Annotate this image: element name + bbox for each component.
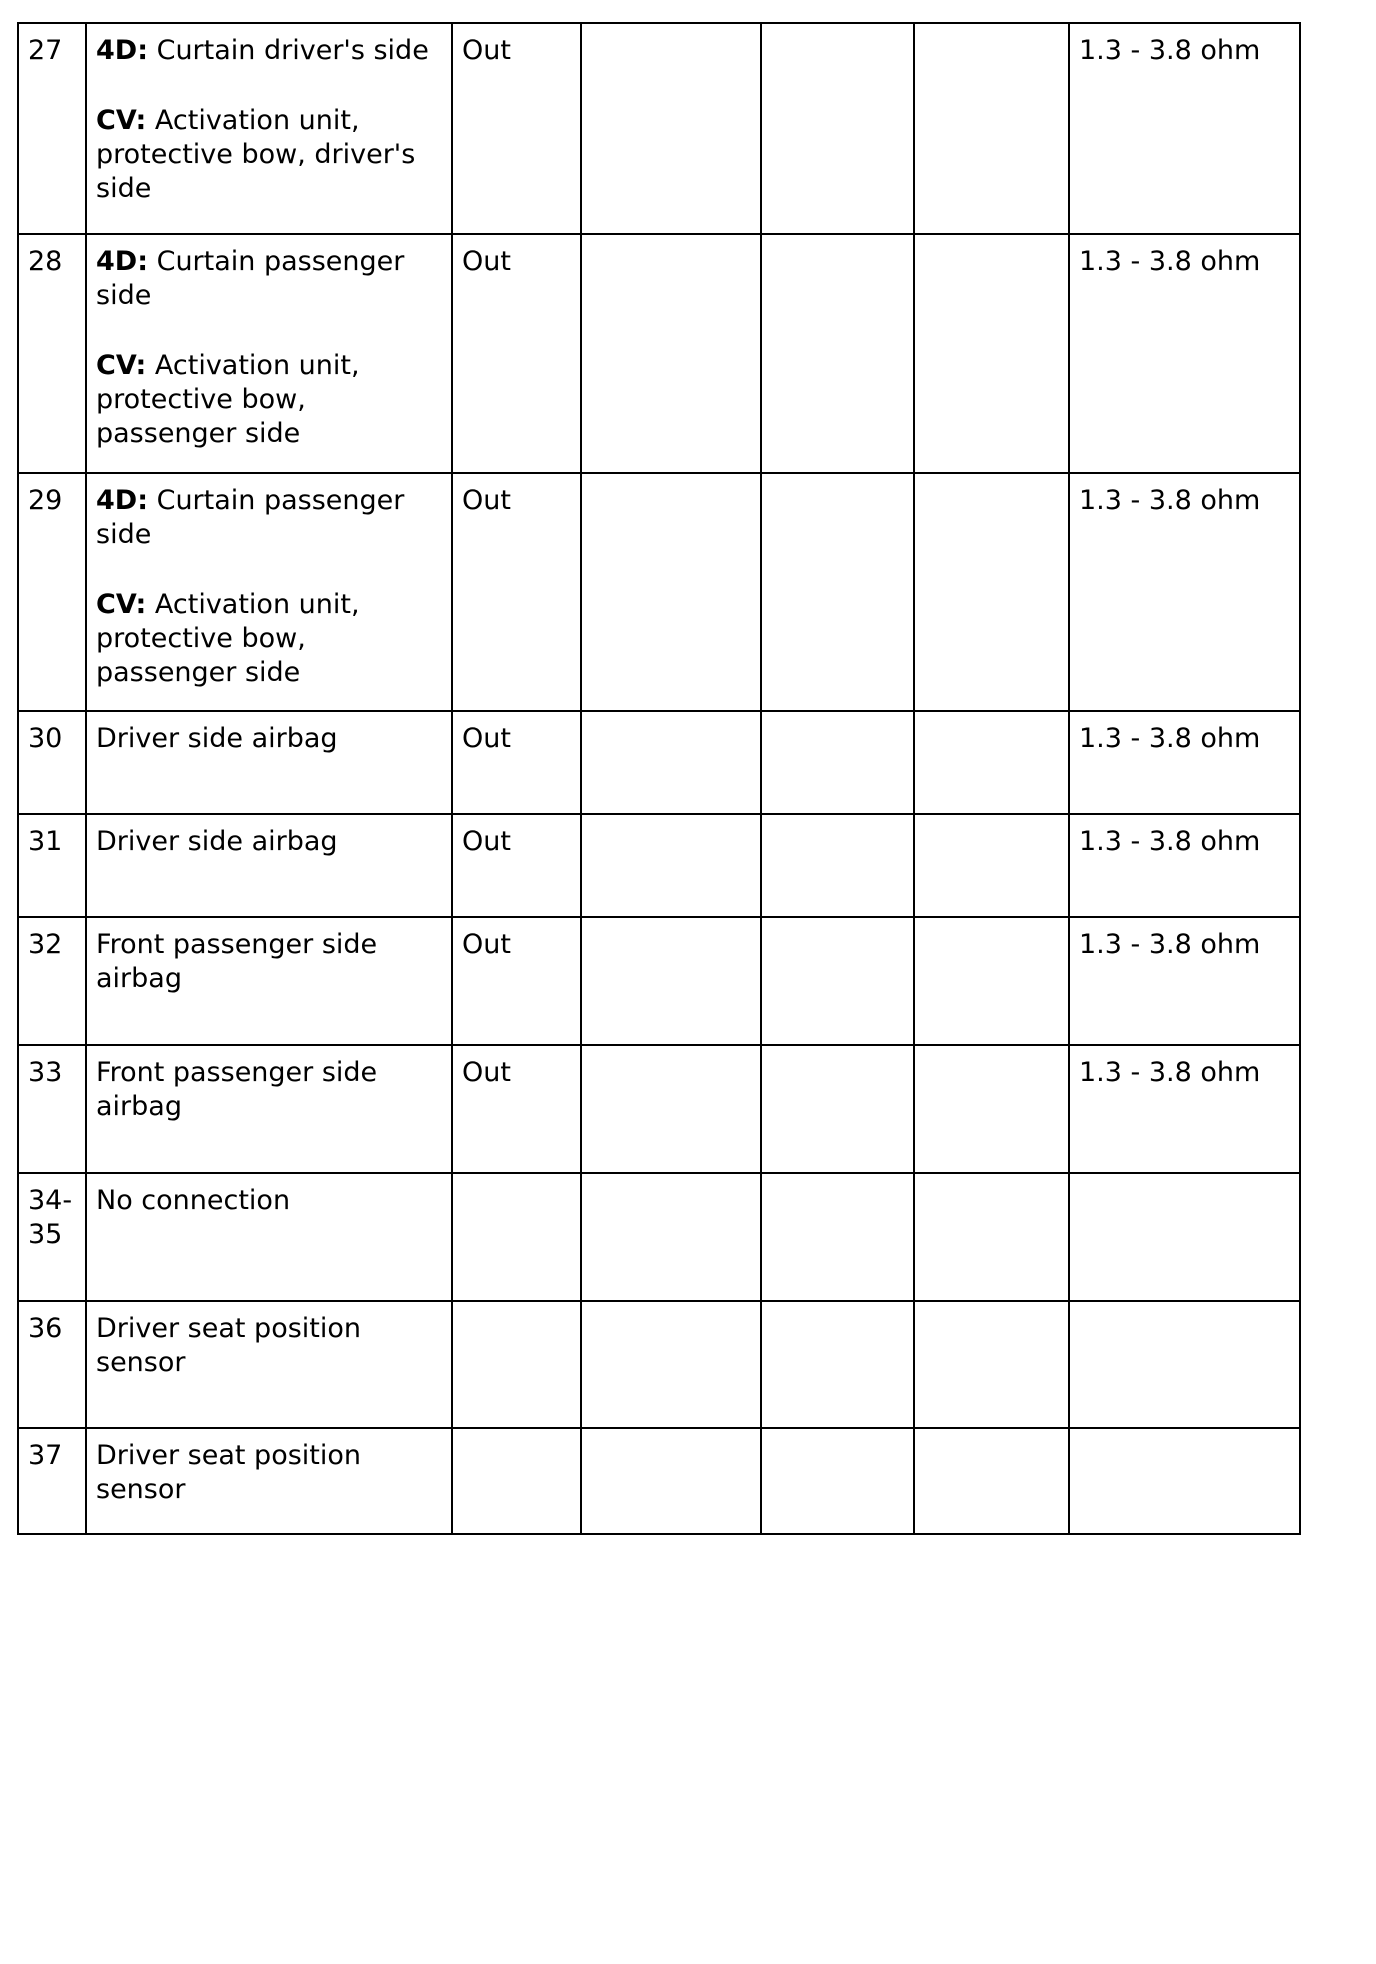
table-row: [18, 234, 1300, 473]
pin-number-cell: [18, 1301, 86, 1428]
table-row: [18, 814, 1300, 917]
description-line: [96, 34, 443, 68]
pin-number: 36: [28, 1313, 63, 1344]
description-line: [96, 1312, 443, 1380]
resistance-value: 1.3 - 3.8 ohm: [1079, 485, 1261, 516]
resistance-cell: [1069, 1428, 1300, 1534]
empty-cell: [761, 1173, 914, 1301]
table-row: [18, 473, 1300, 711]
resistance-cell: [1069, 23, 1300, 234]
resistance-value: 1.3 - 3.8 ohm: [1079, 826, 1261, 857]
resistance-cell: [1069, 1045, 1300, 1173]
resistance-cell: [1069, 814, 1300, 917]
direction-cell: [452, 234, 581, 473]
pin-number-cell: [18, 711, 86, 814]
pin-number-cell: [18, 1045, 86, 1173]
description-line: [96, 349, 443, 451]
empty-cell: [581, 917, 761, 1045]
description-line: [96, 928, 443, 996]
direction-cell: [452, 1045, 581, 1173]
description-text: Activation unit, protective bow, passenger side: [96, 350, 360, 449]
description-cell: [86, 23, 452, 234]
description-text: Driver side airbag: [96, 723, 338, 754]
variant-prefix: CV:: [96, 105, 147, 136]
pin-number: 33: [28, 1057, 63, 1088]
empty-cell: [914, 23, 1069, 234]
direction: Out: [462, 826, 511, 857]
pin-number-cell: [18, 917, 86, 1045]
description-line: [96, 722, 443, 756]
pin-number-cell: [18, 234, 86, 473]
description-cell: [86, 1045, 452, 1173]
pin-number-cell: [18, 1173, 86, 1301]
direction-cell: [452, 917, 581, 1045]
pin-number: 31: [28, 826, 63, 857]
pin-number-cell: [18, 1428, 86, 1534]
pin-number: 37: [28, 1440, 63, 1471]
direction: Out: [462, 1057, 511, 1088]
table-row: [18, 23, 1300, 234]
variant-prefix: 4D:: [96, 485, 148, 516]
description-text: No connection: [96, 1185, 291, 1216]
description-cell: [86, 814, 452, 917]
pin-table-body: [18, 23, 1300, 1534]
description-line: [96, 1056, 443, 1124]
empty-cell: [581, 473, 761, 711]
description-line: [96, 588, 443, 690]
pin-number: 34- 35: [28, 1185, 73, 1250]
empty-cell: [761, 917, 914, 1045]
empty-cell: [761, 1045, 914, 1173]
pin-table: [17, 22, 1301, 1535]
direction-cell: [452, 1301, 581, 1428]
table-row: [18, 711, 1300, 814]
pin-number-cell: [18, 814, 86, 917]
empty-cell: [914, 1301, 1069, 1428]
empty-cell: [581, 234, 761, 473]
empty-cell: [581, 1173, 761, 1301]
description-text: Front passenger side airbag: [96, 929, 378, 994]
empty-cell: [914, 234, 1069, 473]
description-text: Front passenger side airbag: [96, 1057, 378, 1122]
direction-cell: [452, 1428, 581, 1534]
empty-cell: [761, 1301, 914, 1428]
resistance-cell: [1069, 473, 1300, 711]
empty-cell: [581, 711, 761, 814]
description-cell: [86, 1428, 452, 1534]
empty-cell: [914, 814, 1069, 917]
description-cell: [86, 1301, 452, 1428]
empty-cell: [761, 711, 914, 814]
description-line: [96, 245, 443, 313]
description-text: Driver seat position sensor: [96, 1440, 362, 1505]
description-line: [96, 1439, 443, 1507]
empty-cell: [914, 711, 1069, 814]
direction: Out: [462, 485, 511, 516]
description-text: Activation unit, protective bow, passenger side: [96, 589, 360, 688]
resistance-value: 1.3 - 3.8 ohm: [1079, 246, 1261, 277]
resistance-value: 1.3 - 3.8 ohm: [1079, 929, 1261, 960]
empty-cell: [914, 473, 1069, 711]
description-cell: [86, 1173, 452, 1301]
direction-cell: [452, 711, 581, 814]
resistance-value: 1.3 - 3.8 ohm: [1079, 35, 1261, 66]
pin-number-cell: [18, 23, 86, 234]
description-line: [96, 484, 443, 552]
direction: Out: [462, 723, 511, 754]
resistance-cell: [1069, 711, 1300, 814]
empty-cell: [761, 473, 914, 711]
description-text: Driver side airbag: [96, 826, 338, 857]
empty-cell: [581, 23, 761, 234]
direction: Out: [462, 246, 511, 277]
description-line: [96, 1184, 443, 1218]
variant-prefix: 4D:: [96, 246, 148, 277]
direction-cell: [452, 814, 581, 917]
description-cell: [86, 473, 452, 711]
table-row: [18, 1428, 1300, 1534]
pin-number-cell: [18, 473, 86, 711]
description-text: Curtain passenger side: [96, 485, 405, 550]
empty-cell: [914, 917, 1069, 1045]
pin-number: 32: [28, 929, 63, 960]
resistance-cell: [1069, 234, 1300, 473]
resistance-value: 1.3 - 3.8 ohm: [1079, 1057, 1261, 1088]
resistance-cell: [1069, 1173, 1300, 1301]
variant-prefix: CV:: [96, 350, 147, 381]
empty-cell: [761, 234, 914, 473]
description-text: Curtain passenger side: [96, 246, 405, 311]
description-line: [96, 825, 443, 859]
resistance-cell: [1069, 917, 1300, 1045]
table-row: [18, 917, 1300, 1045]
empty-cell: [581, 1045, 761, 1173]
pin-number: 27: [28, 35, 63, 66]
description-cell: [86, 234, 452, 473]
empty-cell: [914, 1428, 1069, 1534]
empty-cell: [761, 23, 914, 234]
empty-cell: [581, 814, 761, 917]
description-cell: [86, 917, 452, 1045]
variant-prefix: CV:: [96, 589, 147, 620]
empty-cell: [914, 1173, 1069, 1301]
pin-number: 29: [28, 485, 63, 516]
table-row: [18, 1301, 1300, 1428]
variant-prefix: 4D:: [96, 35, 148, 66]
direction-cell: [452, 1173, 581, 1301]
description-text: Curtain driver's side: [156, 35, 429, 66]
direction: Out: [462, 929, 511, 960]
empty-cell: [761, 814, 914, 917]
table-row: [18, 1045, 1300, 1173]
description-text: Driver seat position sensor: [96, 1313, 362, 1378]
direction: Out: [462, 35, 511, 66]
description-cell: [86, 711, 452, 814]
direction-cell: [452, 23, 581, 234]
description-line: [96, 104, 443, 206]
resistance-value: 1.3 - 3.8 ohm: [1079, 723, 1261, 754]
direction-cell: [452, 473, 581, 711]
table-row: [18, 1173, 1300, 1301]
resistance-cell: [1069, 1301, 1300, 1428]
pin-number: 28: [28, 246, 63, 277]
empty-cell: [581, 1301, 761, 1428]
empty-cell: [914, 1045, 1069, 1173]
pin-number: 30: [28, 723, 63, 754]
empty-cell: [581, 1428, 761, 1534]
description-text: Activation unit, protective bow, driver's side: [96, 105, 416, 204]
empty-cell: [761, 1428, 914, 1534]
